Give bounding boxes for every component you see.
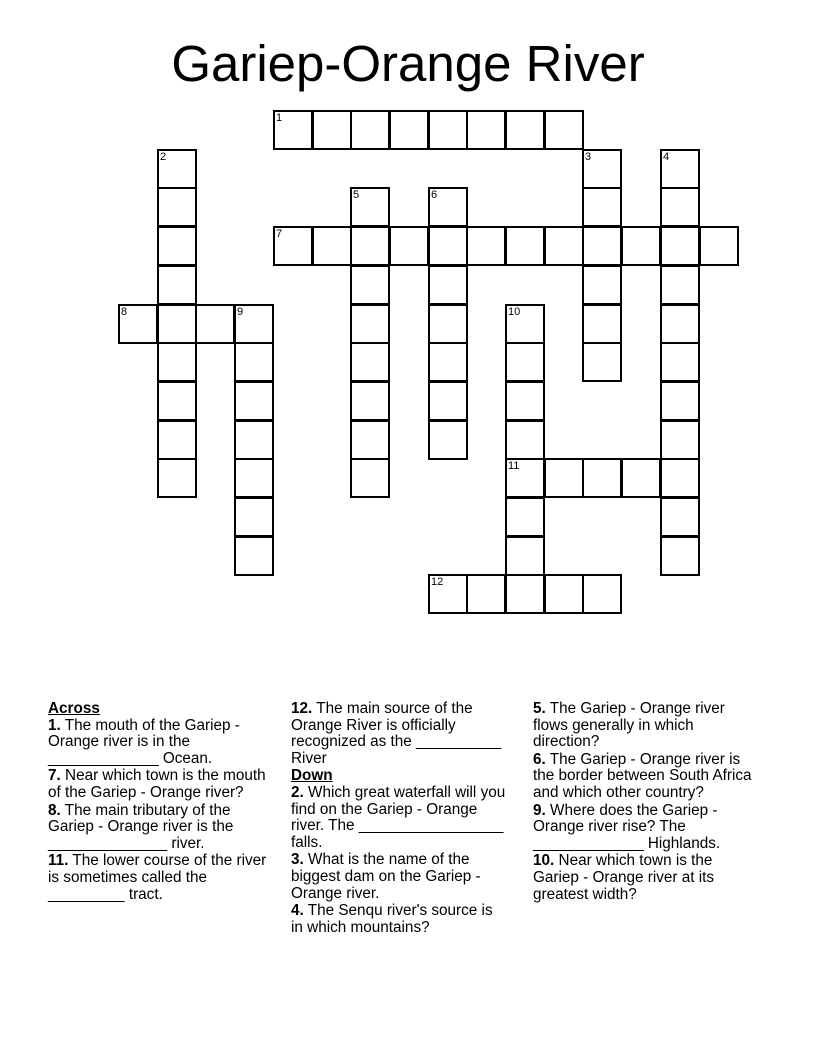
grid-cell[interactable] [234,536,274,576]
grid-cell[interactable] [350,265,390,305]
grid-cell[interactable] [660,226,700,266]
grid-cell[interactable] [466,574,506,614]
grid-cell[interactable] [505,420,545,460]
grid-cell[interactable] [582,149,622,189]
clue-number: 4. [291,902,304,920]
grid-cell[interactable] [505,574,545,614]
clue-text: The lower course of the river is sometimes called the _________ tract. [48,852,267,903]
grid-cell[interactable] [466,110,506,150]
grid-cell[interactable] [505,110,545,150]
grid-cell[interactable] [660,536,700,576]
clue-item [48,768,268,801]
grid-cell[interactable] [621,226,661,266]
grid-cell[interactable] [660,381,700,421]
grid-cell[interactable] [234,381,274,421]
grid-cell[interactable] [350,226,390,266]
clue-number: 1 [276,112,283,124]
clue-item [291,903,507,936]
grid-cell[interactable] [505,304,545,344]
grid-cell[interactable] [234,458,274,498]
grid-cell[interactable] [350,110,390,150]
clue-number: 8. [48,801,61,819]
grid-cell[interactable] [234,304,274,344]
clue-item [291,852,507,902]
clue-text: The Gariep - Orange river flows generally in which direction? [533,700,725,751]
clue-text: The main tributary of the Gariep - Orange river is the ______________ river. [48,801,234,852]
grid-cell[interactable] [660,342,700,382]
grid-cell[interactable] [273,226,313,266]
grid-cell[interactable] [428,265,468,305]
grid-cell[interactable] [389,226,429,266]
grid-cell[interactable] [428,304,468,344]
clue-text: Where does the Gariep - Orange river rise? The _____________ Highlands. [533,801,721,852]
grid-cell[interactable] [428,574,468,614]
grid-cell[interactable] [234,497,274,537]
down-clue-list [291,785,507,936]
grid-cell[interactable] [660,149,700,189]
clue-number: 7. [48,767,61,785]
grid-cell[interactable] [660,265,700,305]
grid-cell[interactable] [428,420,468,460]
clue-number: 11 [508,460,520,472]
clue-item [533,701,753,751]
clue-column-3 [533,701,753,904]
clue-number: 6 [431,189,438,201]
puzzle-title: Gariep-Orange River [171,35,645,92]
grid-cell[interactable] [350,304,390,344]
grid-cell[interactable] [157,420,197,460]
grid-cell[interactable] [505,381,545,421]
clue-number: 2. [291,783,304,801]
grid-cell[interactable] [544,458,584,498]
clue-number: 11. [48,852,69,870]
grid-cell[interactable] [157,149,197,189]
clue-number: 2 [160,151,167,163]
grid-cell[interactable] [157,304,197,344]
grid-cell[interactable] [544,574,584,614]
grid-cell[interactable] [428,187,468,227]
clue-number: 9 [237,306,244,318]
grid-cell[interactable] [350,342,390,382]
clue-column-2 [291,701,507,937]
clue-item [48,718,268,768]
clue-text: Near which town is the mouth of the Gariep - Orange river? [48,767,266,801]
grid-cell[interactable] [505,536,545,576]
grid-cell[interactable] [157,458,197,498]
clue-number: 9. [533,801,546,819]
clue-number: 4 [663,151,670,163]
clue-item [533,752,753,802]
clue-item [533,853,753,903]
clue-item [48,803,268,853]
grid-cell[interactable] [350,187,390,227]
across-clue-list [48,718,268,904]
clue-text: The mouth of the Gariep - Orange river is in the _____________ Ocean. [48,716,240,767]
clue-item [533,803,753,853]
grid-cell[interactable] [428,226,468,266]
grid-cell[interactable] [505,226,545,266]
grid-cell[interactable] [582,574,622,614]
grid-cell[interactable] [699,226,739,266]
grid-cell[interactable] [660,458,700,498]
grid-cell[interactable] [582,265,622,305]
clue-number: 10 [508,306,521,318]
across-clue-list-continued [291,701,507,767]
clue-item [291,701,507,767]
grid-cell[interactable] [582,342,622,382]
grid-cell[interactable] [428,342,468,382]
clue-number: 7 [276,228,283,240]
clue-column-1 [48,701,268,904]
clue-number: 3. [291,851,304,869]
grid-cell[interactable] [157,342,197,382]
grid-cell[interactable] [428,110,468,150]
grid-cell[interactable] [660,304,700,344]
grid-cell[interactable] [312,110,352,150]
grid-cell[interactable] [505,497,545,537]
grid-cell[interactable] [157,381,197,421]
clue-text: What is the name of the biggest dam on the Gariep - Orange river. [291,851,481,902]
grid-cell[interactable] [544,226,584,266]
clue-number: 10. [533,852,555,870]
grid-cell[interactable] [195,304,235,344]
clue-number: 3 [585,151,592,163]
grid-cell[interactable] [350,420,390,460]
grid-cell[interactable] [582,458,622,498]
grid-cell[interactable] [157,187,197,227]
grid-cell[interactable] [234,420,274,460]
grid-cell[interactable] [582,226,622,266]
clue-number: 1. [48,716,61,734]
clue-number: 6. [533,750,546,768]
down-clue-list-continued [533,701,753,903]
grid-cell[interactable] [660,420,700,460]
grid-cell[interactable] [544,110,584,150]
clue-text: Which great waterfall will you find on the Gariep - Orange river. The _________________ falls. [291,783,506,851]
grid-cell[interactable] [157,226,197,266]
clue-number: 12 [431,576,444,588]
grid-cell[interactable] [582,304,622,344]
clue-number: 12. [291,700,313,717]
grid-cell[interactable] [660,497,700,537]
grid-cell[interactable] [157,265,197,305]
grid-cell[interactable] [234,342,274,382]
grid-cell[interactable] [660,187,700,227]
clue-item [291,785,507,851]
clue-text: The Senqu river's source is in which mountains? [291,902,493,936]
clue-item [48,853,268,903]
grid-cell[interactable] [350,458,390,498]
grid-cell[interactable] [505,342,545,382]
clue-text: Near which town is the Gariep - Orange river at its greatest width? [533,852,715,903]
grid-cell[interactable] [621,458,661,498]
grid-cell[interactable] [118,304,158,344]
grid-cell[interactable] [273,110,313,150]
clue-text: The main source of the Orange River is officially recognized as the __________ River [291,700,502,767]
clue-text: The Gariep - Orange river is the border between South Africa and which other country? [533,750,752,801]
grid-cell[interactable] [389,110,429,150]
grid-cell[interactable] [350,381,390,421]
clue-number: 5 [353,189,360,201]
clue-number: 8 [121,306,128,318]
grid-cell[interactable] [312,226,352,266]
grid-cell[interactable] [505,458,545,498]
clue-number: 5. [533,700,546,717]
across-heading: Across [48,700,100,717]
grid-cell[interactable] [466,226,506,266]
grid-cell[interactable] [582,187,622,227]
grid-cell[interactable] [428,381,468,421]
down-heading: Down [291,767,333,785]
